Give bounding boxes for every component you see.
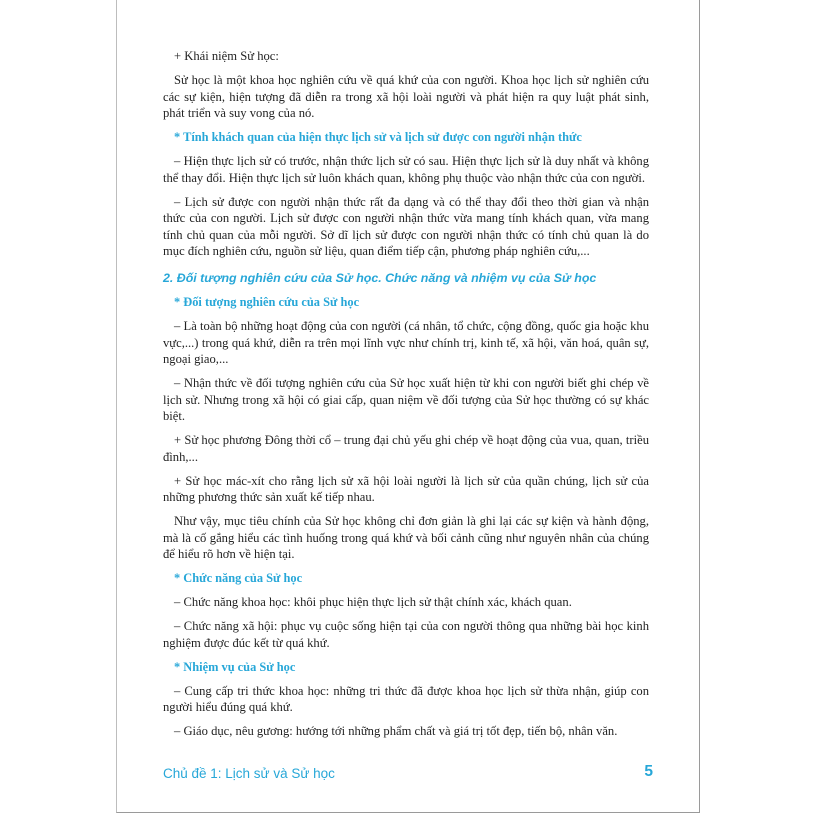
page-number: 5 — [644, 763, 653, 780]
paragraph: – Cung cấp tri thức khoa học: những tri thức đã được khoa học lịch sử thừa nhận, giúp con người hiểu đúng quá khứ. — [163, 683, 649, 714]
paragraph: – Giáo dục, nêu gương: hướng tới những phẩm chất và giá trị tốt đẹp, tiến bộ, nhân văn. — [174, 724, 618, 738]
subheading: * Chức năng của Sử học — [174, 571, 303, 585]
subheading: * Tính khách quan của hiện thực lịch sử và lịch sử được con người nhận thức — [174, 130, 582, 144]
paragraph: + Sử học phương Đông thời cổ – trung đại chủ yếu ghi chép về hoạt động của vua, quan, triều đình,... — [163, 433, 649, 464]
subheading: * Nhiệm vụ của Sử học — [174, 659, 296, 674]
paragraph: Sử học là một khoa học nghiên cứu về quá khứ của con người. Khoa học lịch sử nghiên cứu các sự kiện, hiện tượng đã diễn ra trong xã hội loài người và phát hiện ra quy luật phát sinh, phát triển và suy vong của nó. — [163, 73, 649, 120]
paragraph: – Chức năng khoa học: khôi phục hiện thực lịch sử thật chính xác, khách quan. — [174, 595, 572, 609]
paragraph: – Lịch sử được con người nhận thức rất đa dạng và có thể thay đổi theo thời gian và nhận thức của con người. Lịch sử được con người nhận thức vừa mang tính khách quan, vừa mang tính chủ quan của mỗi người. Sở dĩ lịch sử được con người nhận thức có tính chủ quan là do mục đích nghiên cứu, nguồn sử liệu, quan điểm tiếp cận, phương pháp nghiên cứu,... — [163, 194, 649, 258]
subheading: * Đối tượng nghiên cứu của Sử học — [174, 295, 360, 309]
paragraph: – Là toàn bộ những hoạt động của con người (cá nhân, tổ chức, cộng đồng, quốc gia hoặc khu vực,...) trong quá khứ, diễn ra trên mọi lĩnh vực như chính trị, kinh tế, xã hội, văn hoá, quân sự, ngoại giao,... — [163, 319, 649, 366]
paragraph: Như vậy, mục tiêu chính của Sử học không chỉ đơn giản là ghi lại các sự kiện và hành động, mà là cố gắng hiểu các tình huống trong quá khứ và bối cảnh cũng như nguyên nhân của chúng để hiểu rõ hơn về hiện tại. — [163, 514, 649, 561]
paragraph: + Sử học mác-xít cho rằng lịch sử xã hội loài người là lịch sử của quần chúng, lịch sử của những phương thức sản xuất kế tiếp nhau. — [163, 473, 649, 504]
footer-title: Chủ đề 1: Lịch sử và Sử học — [163, 766, 335, 781]
book-page — [116, 0, 700, 813]
paragraph: – Chức năng xã hội: phục vụ cuộc sống hiện tại của con người thông qua những bài học kinh nghiệm được đúc kết từ quá khứ. — [163, 619, 649, 650]
section-heading: 2. Đối tượng nghiên cứu của Sử học. Chức năng và nhiệm vụ của Sử học — [163, 270, 597, 285]
page-content — [163, 48, 649, 747]
paragraph: – Hiện thực lịch sử có trước, nhận thức lịch sử có sau. Hiện thực lịch sử là duy nhất và không thể thay đổi. Hiện thực lịch sử luôn khách quan, không phụ thuộc vào nhận thức của con người. — [163, 154, 649, 185]
paragraph: + Khái niệm Sử học: — [174, 49, 279, 63]
paragraph: – Nhận thức về đối tượng nghiên cứu của Sử học xuất hiện từ khi con người biết ghi chép về lịch sử. Nhưng trong xã hội có giai cấp, quan niệm về đối tượng của Sử học thường có sự khác biệt. — [163, 376, 649, 423]
